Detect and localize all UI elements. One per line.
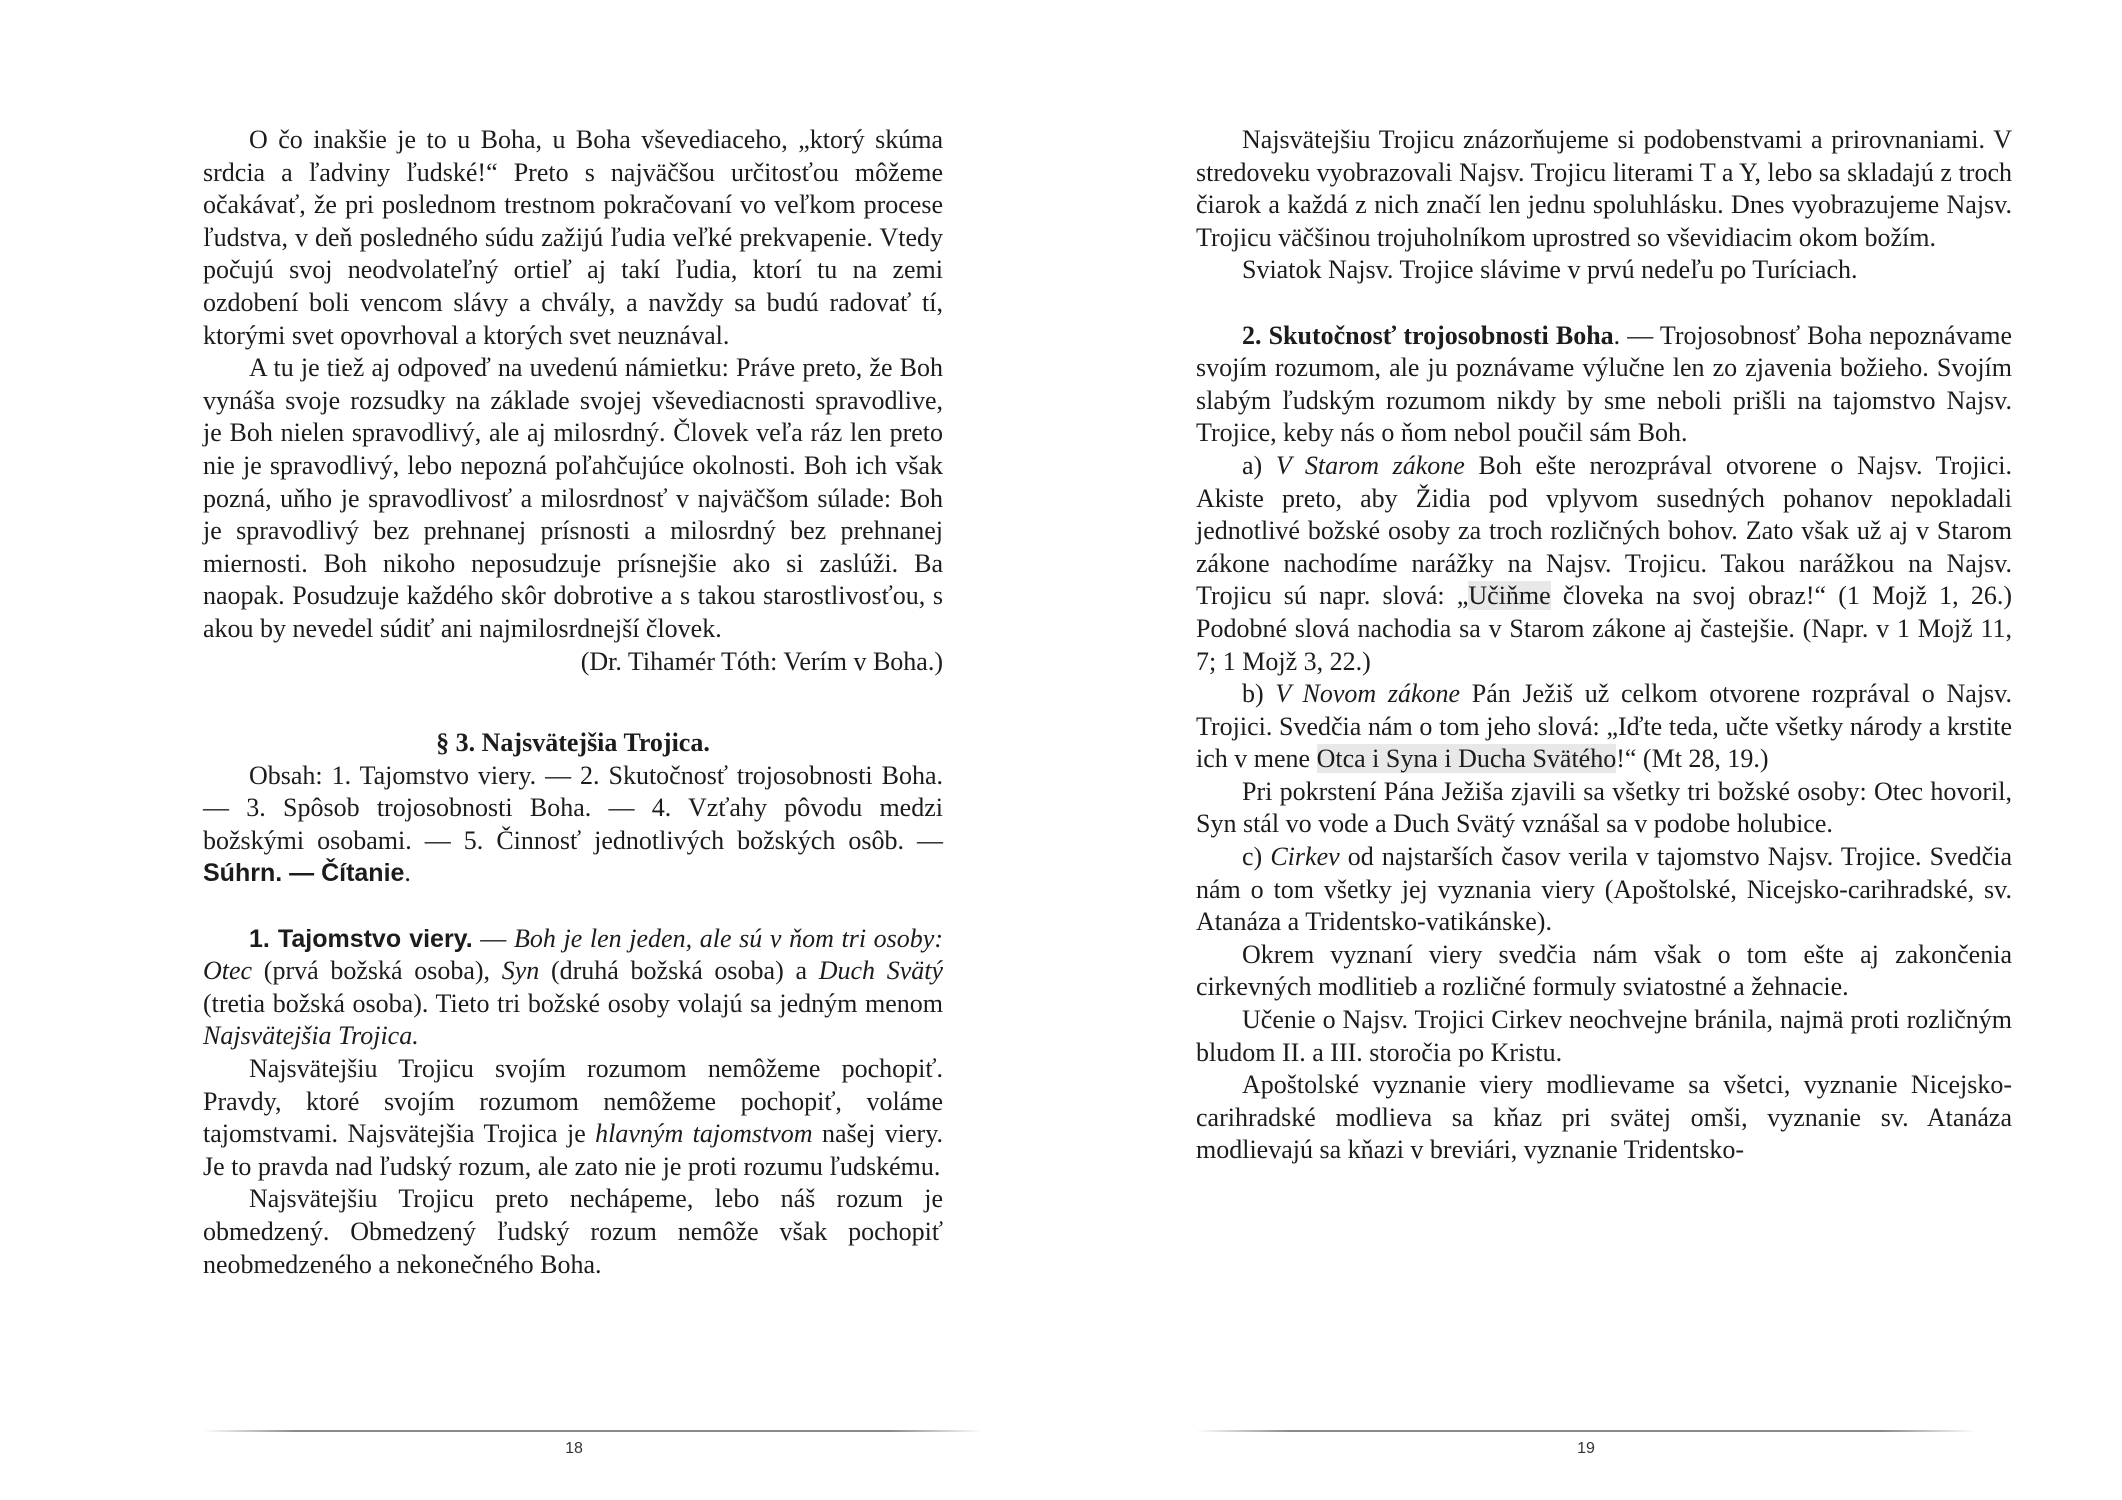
italic-text: V Starom zákone (1275, 450, 1465, 480)
obsah-paragraph (203, 760, 943, 890)
subsection-2 (1196, 320, 2012, 450)
obsah-summary: Súhrn. — (203, 859, 322, 888)
left-page-text (203, 124, 943, 1281)
right-page (1061, 0, 2122, 1500)
italic-text: Syn (501, 956, 540, 986)
spacer (203, 678, 943, 727)
highlighted-text: Učiňme (1468, 581, 1551, 611)
section-title: § 3. Najsvätejšia Trojica. (436, 728, 710, 758)
point-b (1196, 678, 2012, 776)
italic-text: hlavným tajomstvom (595, 1119, 813, 1149)
subsection-1 (203, 923, 943, 1053)
paragraph: Apoštolské vyznanie viery modlievame sa všetci, vyznanie Nicejsko-carihradské modlieva sa kňaz pri svätej omši, vyznanie sv. Atanáza modlievajú sa kňazi v breviári, vyznanie Tridentsko- (1196, 1070, 2012, 1165)
italic-text: V Novom zákone (1275, 679, 1461, 709)
text: Pán Ježiš už celkom otvorene rozprával o Najsv. Trojici. Svedčia nám o tom jeho slová: „Iďte teda, učte všetky národy a krstite ich v mene (1196, 679, 2012, 774)
point-c (1196, 841, 2012, 939)
text: (prvá božská osoba), (252, 956, 502, 986)
paragraph: O čo inakšie je to u Boha, u Boha vševediaceho, „ktorý skúma srdcia a ľadviny ľudské!“ Preto s najväčšou určitosťou môžeme očakávať, že pri poslednom trestnom pokračovaní vo veľkom procese ľudstva, v deň posledného súdu zažijú ľudia veľké prekvapenie. Vtedy počujú svoj neodvolateľný ortieľ aj takí ľudia, ktorí tu na zemi ozdobení boli vencom slávy a chvály, a navždy sa budú radovať tí, ktorými svet opovrhoval a ktorých svet neuznával. (203, 125, 943, 350)
italic-text: Boh je len jeden, ale sú v ňom tri osoby: Otec (203, 923, 944, 986)
page-number: 19 (1577, 1440, 1595, 1457)
footer-rule (203, 1430, 983, 1432)
text: človeka na svoj obraz!“ (1 Mojž 1, 26.) Podobné slová nachodia sa v Starom zákone aj častejšie. (Napr. v 1 Mojž 11, 7; 1 Mojž 3, 22.) (1196, 581, 2012, 676)
paragraph: Okrem vyznaní viery svedčia nám však o tom ešte aj zakončenia cirkevných modlitieb a rozličné formuly sviatostné a žehnacie. (1196, 939, 2012, 1002)
text: !“ (Mt 28, 19.) (1616, 744, 1769, 774)
subsection-heading: 1. Tajomstvo viery. (249, 924, 473, 953)
obsah-end: . (404, 858, 411, 888)
paragraph: Najsvätejšiu Trojicu znázorňujeme si podobenstvami a prirovnaniami. V stredoveku vyobrazovali Najsv. Trojicu literami T a Y, lebo sa skladajú z troch čiarok a každá z nich značí len jednu spoluhlásku. Dnes vyobrazujeme Najsv. Trojicu väčšinou trojuholníkom uprostred so vševidiacim okom božím. (1196, 125, 2012, 252)
paragraph: Sviatok Najsv. Trojice slávime v prvú nedeľu po Turíciach. (1242, 255, 1858, 285)
dash: — (472, 923, 514, 953)
text: našej viery. Je to pravda nad ľudský rozum, ale zato nie je proti rozumu ľudskému. (203, 1119, 944, 1181)
footer-rule (1196, 1430, 1976, 1432)
text: . — Trojosobnosť Boha nepoznávame svojím rozumom, ale ju poznávame výlučne len zo zjavenia božieho. Svojím slabým ľudským rozumom nikdy by sme neboli prišli na tajomstvo Najsv. Trojice, keby nás o ňom nebol poučil sám Boh. (1196, 320, 2013, 448)
text: (druhá božská osoba) a (539, 956, 819, 986)
list-label: c) (1242, 842, 1271, 872)
list-label: a) (1242, 450, 1276, 480)
right-page-text (1196, 124, 2012, 1167)
page-number: 18 (565, 1440, 583, 1457)
list-label: b) (1242, 679, 1276, 709)
paragraph: Pri pokrstení Pána Ježiša zjavili sa všetky tri božské osoby: Otec hovoril, Syn stál vo vode a Duch Svätý vznášal sa v podobe holubice. (1196, 776, 2012, 839)
paragraph (203, 1053, 943, 1183)
italic-text: Cirkev (1270, 842, 1340, 872)
highlighted-text: Otca i Syna i Ducha Svätého (1316, 744, 1617, 774)
spacer (1196, 287, 2012, 320)
text: (tretia božská osoba). Tieto tri božské osoby volajú sa jedným menom (203, 988, 943, 1018)
obsah-reading: Čítanie (321, 859, 405, 888)
obsah-text: Obsah: 1. Tajomstvo viery. — 2. Skutočnosť trojosobnosti Boha. — 3. Spôsob trojosobnosti Boha. — 4. Vzťahy pôvodu medzi božskými osobami. — 5. Činnosť jednotlivých božských osôb. — (203, 760, 943, 855)
citation: (Dr. Tihamér Tóth: Verím v Boha.) (580, 646, 943, 676)
text: Najsvätejšiu Trojicu svojím rozumom nemôžeme pochopiť. Pravdy, ktoré svojím rozumom nemôžeme pochopiť, voláme tajomstvami. Najsvätejšia Trojica je (203, 1054, 943, 1149)
italic-text: Duch Svätý (818, 956, 944, 986)
paragraph: A tu je tiež aj odpoveď na uvedenú námietku: Práve preto, že Boh vynáša svoje rozsudky na základe svojej vševediacnosti spravodlive, je Boh nielen spravodlivý, ale aj milosrdný. Človek veľa ráz len preto nie je spravodlivý, lebo nepozná poľahčujúce okolnosti. Boh ich však pozná, uňho je spravodlivosť a milosrdnosť v najväčšom súlade: Boh je spravodlivý bez prehnanej prísnosti a milosrdný bez prehnanej miernosti. Boh nikoho neposudzuje prísnejšie ako si zaslúži. Ba naopak. Posudzuje každého skôr dobrotive a s takou starostlivosťou, s akou by nevedel súdiť ani najmilosrdnejší človek. (203, 353, 943, 643)
spacer (203, 890, 943, 923)
point-a (1196, 450, 2012, 678)
subsection-heading: 2. Skutočnosť trojosobnosti Boha (1242, 320, 1614, 350)
text: Boh ešte nerozprával otvorene o Najsv. Trojici. Akiste preto, aby Židia pod vplyvom susedných pohanov nepokladali jednotlivé božské osoby za troch rozličných bohov. Zato však už aj v Starom zákone nachodíme narážky na Najsv. Trojicu. Takou narážkou na Najsv. Trojicu sú napr. slová: „ (1196, 450, 2013, 611)
paragraph: Najsvätejšiu Trojicu preto nechápeme, lebo náš rozum je obmedzený. Obmedzený ľudský rozum nemôže však pochopiť neobmedzeného a nekonečného Boha. (203, 1184, 943, 1279)
paragraph: Učenie o Najsv. Trojici Cirkev neochvejne bránila, najmä proti rozličným bludom II. a III. storočia po Kristu. (1196, 1005, 2012, 1067)
text: od najstarších časov verila v tajomstvo Najsv. Trojice. Svedčia nám o tom všetky jej vyznania viery (Apoštolské, Nicejsko-carihradské, sv. Atanáza a Tridentsko-vatikánske). (1196, 842, 2012, 937)
italic-text: Najsvätejšia Trojica. (203, 1021, 419, 1051)
